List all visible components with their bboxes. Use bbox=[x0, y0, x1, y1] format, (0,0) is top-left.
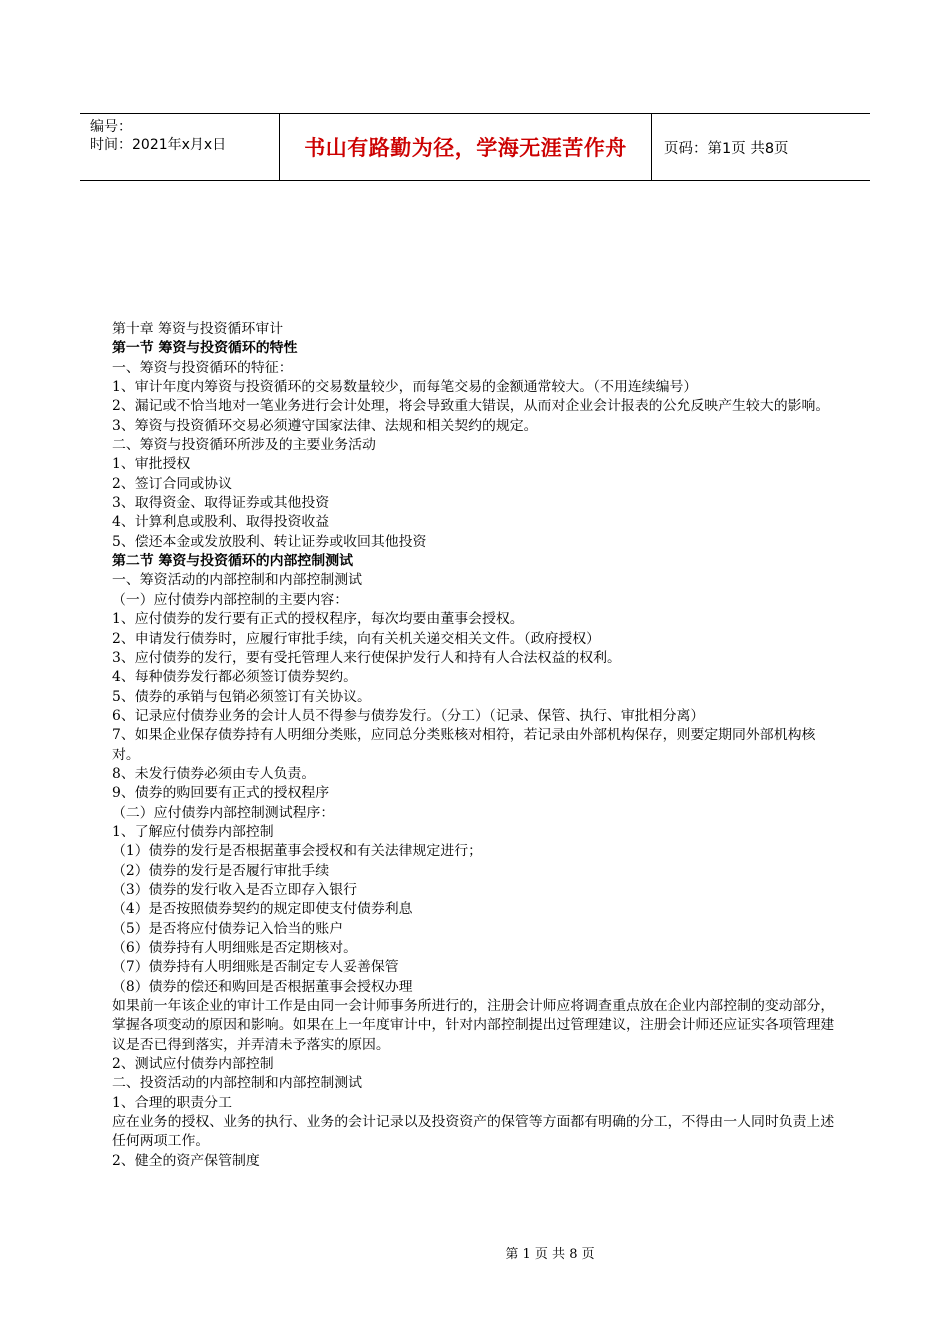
paragraph: 4、每种债券发行都必须签订债券契约。 bbox=[112, 669, 357, 686]
paragraph: 1、合理的职责分工 bbox=[112, 1094, 232, 1111]
paragraph: （2）债券的发行是否履行审批手续 bbox=[112, 862, 330, 879]
paragraph: 2、漏记或不恰当地对一笔业务进行会计处理，将会导致重大错误，从而对企业会计报表的公允反映产生较大的影响。 bbox=[112, 398, 830, 415]
paragraph: 2、测试应付债券内部控制 bbox=[112, 1056, 274, 1073]
document-body bbox=[112, 320, 838, 1171]
paragraph: 2、健全的资产保管制度 bbox=[112, 1152, 260, 1169]
paragraph: 2、签订合同或协议 bbox=[112, 475, 232, 492]
paragraph: 1、了解应付债券内部控制 bbox=[112, 823, 274, 840]
paragraph: 4、计算利息或股利、取得投资收益 bbox=[112, 514, 330, 531]
paragraph: 1、审批授权 bbox=[112, 456, 191, 473]
page-footer bbox=[0, 1243, 950, 1262]
paragraph: （3）债券的发行收入是否立即存入银行 bbox=[112, 881, 357, 898]
paragraph: （1）债券的发行是否根据董事会授权和有关法律规定进行； bbox=[112, 843, 482, 860]
paragraph: （5）是否将应付债券记入恰当的账户 bbox=[112, 920, 344, 937]
paragraph: （4）是否按照债券契约的规定即使支付债券利息 bbox=[112, 901, 413, 918]
paragraph: （6）债券持有人明细账是否定期核对。 bbox=[112, 940, 357, 956]
paragraph: （一）应付债券内部控制的主要内容： bbox=[112, 591, 349, 608]
paragraph: 如果前一年该企业的审计工作是由同一会计师事务所进行的，注册会计师应将调查重点放在企业内部控制的变动部分，掌握各项变动的原因和影响。如果在上一年度审计中，针对内部控制提出过管理建议，注册会计师还应证实各项管理建议是否已得到落实，并弄清未予落实的原因。 bbox=[112, 998, 835, 1053]
paragraph: 3、筹资与投资循环交易必须遵守国家法律、法规和相关契约的规定。 bbox=[112, 417, 538, 434]
paragraph: 1、应付债券的发行要有正式的授权程序，每次均要由董事会授权。 bbox=[112, 611, 524, 628]
paragraph: 1、审计年度内筹资与投资循环的交易数量较少，而每笔交易的金额通常较大。（不用连续编号） bbox=[112, 379, 698, 396]
page-label: 页码：第1页 共8页 bbox=[664, 140, 789, 157]
paragraph: 9、债券的购回要有正式的授权程序 bbox=[112, 785, 330, 802]
document-header bbox=[80, 113, 870, 181]
paragraph: 5、债券的承销与包销必须签订有关协议。 bbox=[112, 688, 371, 705]
paragraph: 3、取得资金、取得证券或其他投资 bbox=[112, 495, 330, 512]
paragraph: （7）债券持有人明细账是否制定专人妥善保管 bbox=[112, 959, 399, 976]
number-label: 编号： bbox=[90, 119, 132, 135]
section-heading: 第一节 筹资与投资循环的特性 bbox=[112, 340, 298, 357]
paragraph: 5、偿还本金或发放股利、转让证券或收回其他投资 bbox=[112, 533, 427, 550]
paragraph: 8、未发行债券必须由专人负责。 bbox=[112, 765, 316, 782]
paragraph: 3、应付债券的发行，要有受托管理人来行使保护发行人和持有人合法权益的权利。 bbox=[112, 649, 621, 666]
motto-banner: 书山有路勤为径，学海无涯苦作舟 bbox=[280, 114, 652, 180]
paragraph: 二、筹资与投资循环所涉及的主要业务活动 bbox=[112, 437, 376, 454]
footer-page-number: 第 1 页 共 8 页 bbox=[505, 1247, 595, 1262]
paragraph: 一、筹资与投资循环的特征： bbox=[112, 359, 293, 376]
time-label: 时间：2021年x月x日 bbox=[90, 137, 227, 153]
paragraph: 一、筹资活动的内部控制和内部控制测试 bbox=[112, 572, 363, 589]
paragraph: （8）债券的偿还和购回是否根据董事会授权办理 bbox=[112, 978, 413, 995]
paragraph: 应在业务的授权、业务的执行、业务的会计记录以及投资资产的保管等方面都有明确的分工，不得由一人同时负责上述任何两项工作。 bbox=[112, 1114, 835, 1150]
paragraph: 7、如果企业保存债券持有人明细分类账，应同总分类账核对相符，若记录由外部机构保存，则要定期同外部机构核对。 bbox=[112, 727, 816, 763]
chapter-title: 第十章 筹资与投资循环审计 bbox=[112, 321, 284, 337]
paragraph: （二）应付债券内部控制测试程序： bbox=[112, 804, 335, 821]
section-heading: 第二节 筹资与投资循环的内部控制测试 bbox=[112, 553, 353, 570]
header-left-cell bbox=[80, 114, 280, 180]
paragraph: 6、记录应付债券业务的会计人员不得参与债券发行。（分工）（记录、保管、执行、审批相分离） bbox=[112, 707, 705, 724]
paragraph: 二、投资活动的内部控制和内部控制测试 bbox=[112, 1075, 363, 1092]
paragraph: 2、申请发行债券时，应履行审批手续，向有关机关递交相关文件。（政府授权） bbox=[112, 630, 601, 647]
